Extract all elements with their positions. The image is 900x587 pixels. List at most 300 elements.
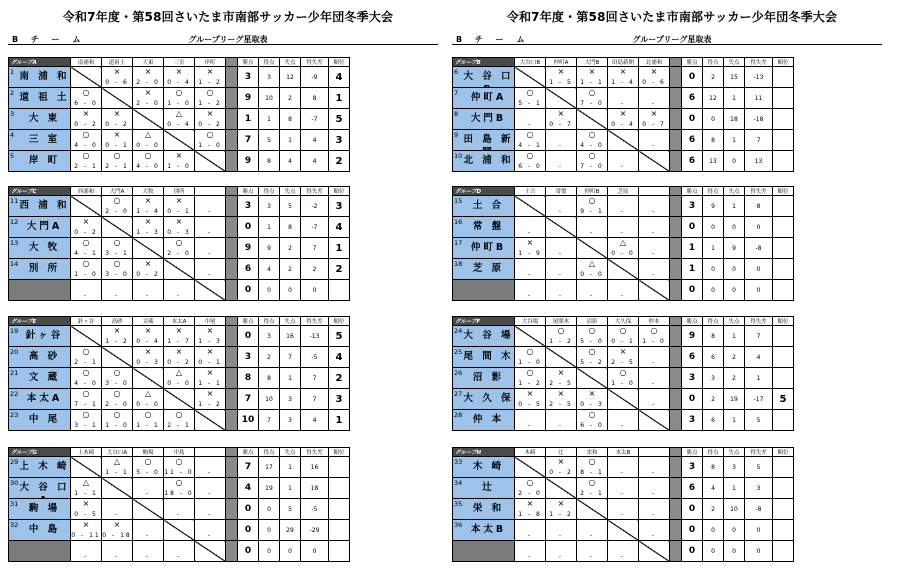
team-number: 2 [10,89,15,97]
spacer-cell [226,67,238,88]
points-value: 0 [682,67,703,88]
goals-against-value: 3 [280,389,301,410]
match-score: 0 - 2 [198,121,222,128]
team-number: 9 [454,131,459,139]
result-symbol: ○ [526,151,534,160]
match-score: 4 - 1 [518,142,542,149]
self-match-cell [195,280,226,301]
rank-value [773,196,794,217]
team-name: 大 東 [28,113,61,124]
match-score: 4 - 0 [74,380,98,387]
team-name: 大 谷 場 [463,330,514,341]
table-row [453,457,794,478]
team-cell [9,280,71,301]
table-row [453,259,794,280]
table-row [9,478,350,499]
table-row [453,151,794,172]
match-score: 0 - 4 [136,338,160,345]
team-number: 16 [454,218,463,226]
result-symbol: ○ [113,238,121,247]
goal-diff-value: 7 [301,389,329,410]
goals-against-value: 0 [724,151,745,172]
group-label: グループB [453,58,515,67]
table-row [9,389,350,410]
team-number: 24 [454,327,463,335]
match-score: 0 - 7 [642,121,666,128]
spacer-cell [670,326,682,347]
spacer-cell [226,280,238,301]
team-cell [453,280,515,301]
self-match-cell [102,88,133,109]
match-score: - [620,100,626,107]
match-result-cell [195,109,226,130]
match-score: 0 - 1 [198,359,222,366]
team-number: 7 [454,89,459,97]
points-value: 3 [682,457,703,478]
table-row [9,88,350,109]
goals-for-value: 0 [703,259,724,280]
result-symbol: ○ [144,457,152,466]
opponent-header: 西浦和 [71,187,102,196]
table-row [9,326,350,347]
goal-diff-value: -17 [745,389,773,410]
match-score: - [589,532,595,539]
match-score: - [620,229,626,236]
match-score: - [207,271,213,278]
opponent-header: 田島新開 [608,58,639,67]
table-row [9,109,350,130]
match-result-cell [515,151,546,172]
goal-diff-value: 4 [301,410,329,431]
goal-diff-value: 3 [745,478,773,499]
points-value: 0 [682,520,703,541]
team-cell [9,238,71,259]
rank-value: 4 [329,67,350,88]
goals-against-value: 1 [280,478,301,499]
points-value: 7 [238,457,259,478]
team-cell [9,410,71,431]
opponent-header: 木崎 [515,448,546,457]
match-score: - [558,422,564,429]
spacer-cell [226,499,238,520]
goal-diff-value: 0 [301,541,329,562]
rank-value: 2 [329,368,350,389]
result-symbol: × [206,326,214,335]
rank-value [773,541,794,562]
result-symbol: △ [113,457,121,466]
spacer-cell [670,410,682,431]
match-score: 0 - 0 [167,380,191,387]
team-cell [453,217,515,238]
opponent-header: 大門A [102,187,133,196]
goals-for-value: 9 [703,196,724,217]
match-score: 0 - 0 [611,250,635,257]
goals-for-value: 19 [259,478,280,499]
team-name: 大門A [26,221,63,232]
rank-value [773,259,794,280]
result-symbol: ○ [526,130,534,139]
match-result-cell [577,196,608,217]
match-result-cell [102,457,133,478]
match-result-cell [639,217,670,238]
opponent-header: 道祖土 [102,58,133,67]
header-pts: 勝点 [682,448,703,457]
rank-value: 4 [329,347,350,368]
goals-for-value: 9 [259,238,280,259]
match-score: 0 - 11 [71,532,101,539]
team-cell [453,196,515,217]
points-value: 0 [682,217,703,238]
goals-for-value: 3 [259,67,280,88]
table-row [9,541,350,562]
match-result-cell [515,238,546,259]
result-symbol: ○ [82,88,90,97]
goals-for-value: 8 [259,151,280,172]
goals-against-value: 1 [724,326,745,347]
match-score: - [558,250,564,257]
self-match-cell [515,196,546,217]
team-name: 本太A [26,393,63,404]
match-score: 0 - 0 [136,142,160,149]
group-table [8,316,350,431]
match-score: - [620,490,626,497]
rank-value [329,478,350,499]
self-match-cell [515,67,546,88]
match-score: 2 - 0 [518,490,542,497]
goal-diff-value: -29 [301,520,329,541]
group-table [452,447,794,562]
table-row [453,196,794,217]
goal-diff-value: 0 [301,280,329,301]
match-score: 4 - 0 [74,142,98,149]
match-result-cell [639,326,670,347]
self-match-cell [639,541,670,562]
match-score: 0 - 1 [167,208,191,215]
match-result-cell [577,259,608,280]
match-result-cell [639,109,670,130]
goal-diff-value: 7 [301,238,329,259]
match-score: - [620,163,626,170]
match-result-cell [71,389,102,410]
result-symbol: × [144,347,152,356]
opponent-header [195,448,226,457]
match-result-cell [71,478,102,499]
result-symbol: ○ [588,151,596,160]
header-gd: 得失差 [745,448,773,457]
table-row [9,457,350,478]
match-score: - [620,553,626,560]
match-score: - [176,553,182,560]
result-symbol: ○ [113,389,121,398]
opponent-header: 辻 [546,448,577,457]
spacer-cell [670,389,682,410]
team-name: 土 合 [472,200,505,211]
team-cell [453,478,515,499]
match-score: - [207,511,213,518]
result-symbol: × [650,109,658,118]
result-symbol: ○ [113,196,121,205]
rank-value: 5 [329,109,350,130]
rank-value [329,457,350,478]
goal-diff-value: 4 [745,347,773,368]
match-score: - [651,490,657,497]
team-cell [453,238,515,259]
match-score: 7 - 1 [74,401,98,408]
match-score: 2 - 5 [549,401,573,408]
match-result-cell [577,151,608,172]
result-symbol: ○ [526,478,534,487]
spacer-cell [226,457,238,478]
match-score: 1 - 7 [167,338,191,345]
rank-value [773,410,794,431]
result-symbol: × [113,326,121,335]
result-symbol: × [144,88,152,97]
match-score: - [176,292,182,299]
match-score: 2 - 1 [167,422,191,429]
goal-diff-value: 7 [745,130,773,151]
result-symbol: × [113,520,121,529]
team-name: 文 蔵 [28,372,61,383]
self-match-cell [515,457,546,478]
team-name: 大 久 保 [463,393,514,404]
header-ga: 失点 [280,448,301,457]
self-match-cell [515,326,546,347]
rank-value: 3 [329,130,350,151]
match-result-cell [133,389,164,410]
goals-for-value: 10 [259,88,280,109]
team-cell [9,130,71,151]
header-ga: 失点 [724,58,745,67]
team-cell [9,151,71,172]
table-row [9,410,350,431]
match-result-cell [577,88,608,109]
rank-value: 1 [329,410,350,431]
match-result-cell [195,259,226,280]
header-pts: 勝点 [238,58,259,67]
match-result-cell [102,280,133,301]
result-symbol: ○ [588,326,596,335]
group-table [8,447,350,562]
match-score: 2 - 0 [136,100,160,107]
header-gd: 得失差 [301,187,329,196]
match-score: 0 - 2 [136,271,160,278]
points-value: 1 [682,259,703,280]
result-symbol: ○ [557,326,565,335]
team-number: 15 [454,197,463,205]
match-score: - [558,553,564,560]
team-cell [9,478,71,499]
header-rank: 順位 [329,58,350,67]
points-value: 0 [238,280,259,301]
spacer-cell [226,520,238,541]
goals-for-value: 8 [259,368,280,389]
rank-value [329,280,350,301]
team-name: 常 盤 [472,221,505,232]
spacer-cell [226,448,238,457]
goals-for-value: 0 [703,541,724,562]
match-result-cell [133,478,164,499]
group-label: グループF [453,317,515,326]
team-number: 35 [454,500,463,508]
team-number: 11 [10,197,19,205]
team-cell [453,347,515,368]
header-gd: 得失差 [301,58,329,67]
result-symbol: ○ [619,368,627,377]
spacer-cell [670,196,682,217]
rank-value [773,217,794,238]
team-cell [9,368,71,389]
goals-against-value: 1 [724,88,745,109]
group-table [452,316,794,431]
result-symbol: ○ [588,130,596,139]
self-match-cell [577,368,608,389]
header-ga: 失点 [280,317,301,326]
match-result-cell [102,499,133,520]
team-number: 26 [454,369,463,377]
match-result-cell [546,238,577,259]
team-cell [453,368,515,389]
team-number: 27 [454,390,463,398]
team-number: 5 [10,152,15,160]
points-value: 0 [238,499,259,520]
match-score: 1 - 2 [198,100,222,107]
team-number: 17 [454,239,463,247]
result-symbol: × [175,347,183,356]
self-match-cell [102,347,133,368]
self-match-cell [639,410,670,431]
team-cell [9,217,71,238]
match-score: - [527,422,533,429]
result-symbol: ○ [82,238,90,247]
goals-for-value: 7 [259,410,280,431]
match-result-cell [608,541,639,562]
match-result-cell [546,196,577,217]
header-gd: 得失差 [301,317,329,326]
match-result-cell [577,389,608,410]
goals-for-value: 6 [703,410,724,431]
match-score: 2 - 0 [105,401,129,408]
header-gf: 得点 [703,58,724,67]
match-score: 1 - 0 [74,271,98,278]
team-name: 南 浦 和 [19,71,70,82]
team-cell [453,259,515,280]
header-pts: 勝点 [238,187,259,196]
match-score: 0 - 2 [105,121,129,128]
team-name: 大門B [470,113,507,124]
match-score: 1 - 5 [549,79,573,86]
table-row [9,499,350,520]
match-score: 0 - 3 [580,401,604,408]
goal-diff-value: 11 [745,88,773,109]
header-pts: 勝点 [682,187,703,196]
result-symbol: ○ [206,88,214,97]
table-row [453,347,794,368]
match-result-cell [102,259,133,280]
team-cell [453,410,515,431]
match-score: 2 - 0 [136,79,160,86]
match-score: 1 - 1 [198,380,222,387]
opponent-header: 高砂 [102,317,133,326]
result-symbol: × [175,196,183,205]
match-score: 0 - 0 [580,271,604,278]
match-result-cell [195,130,226,151]
match-result-cell [71,499,102,520]
goal-diff-value: 16 [301,457,329,478]
table-header-row [9,317,350,326]
result-symbol: × [144,259,152,268]
goal-diff-value: -2 [301,196,329,217]
match-result-cell [515,280,546,301]
result-symbol: × [175,151,183,160]
result-symbol: ○ [175,478,183,487]
match-result-cell [71,217,102,238]
team-number: 23 [10,411,19,419]
goals-for-value: 1 [703,238,724,259]
table-header-row [9,187,350,196]
match-result-cell [164,410,195,431]
spacer-cell [226,368,238,389]
match-result-cell [639,368,670,389]
match-result-cell [546,130,577,151]
match-result-cell [639,520,670,541]
sheet-title: 令和7年度・第58回さいたま市南部サッカー少年団冬季大会 [62,10,394,24]
goals-against-value: 2 [724,368,745,389]
match-result-cell [133,259,164,280]
match-result-cell [546,151,577,172]
match-result-cell [102,326,133,347]
result-symbol: △ [619,238,627,247]
team-cell [9,520,71,541]
result-symbol: ○ [82,368,90,377]
points-value: 0 [238,217,259,238]
match-score: - [83,553,89,560]
match-result-cell [195,389,226,410]
match-score: 0 - 2 [74,229,98,236]
team-number: 20 [10,348,19,356]
result-symbol: × [144,196,152,205]
rank-value [329,520,350,541]
group-label: グループA [9,58,71,67]
team-cell [453,520,515,541]
team-number: 36 [454,521,463,529]
goals-for-value: 3 [259,196,280,217]
table-row [453,326,794,347]
goals-against-value: 2 [724,347,745,368]
spacer-cell [226,389,238,410]
team-cell [9,259,71,280]
match-result-cell [164,347,195,368]
table-row [453,109,794,130]
team-cell [9,541,71,562]
divider [452,44,882,45]
match-result-cell [164,88,195,109]
opponent-header: 大谷口B [515,58,546,67]
match-score: 1 - 4 [136,208,160,215]
goals-against-value: 0 [724,541,745,562]
opponent-header: 大門B [577,58,608,67]
match-result-cell [102,238,133,259]
spacer-cell [670,520,682,541]
team-name: 西 浦 和 [19,200,70,211]
match-score: 5 - 2 [580,359,604,366]
goals-for-value: 1 [259,109,280,130]
group-table [452,186,794,301]
team-name: 仲 本 [472,414,505,425]
match-result-cell [639,67,670,88]
result-symbol: × [526,499,534,508]
goal-diff-value: 1 [745,368,773,389]
result-symbol: × [206,109,214,118]
